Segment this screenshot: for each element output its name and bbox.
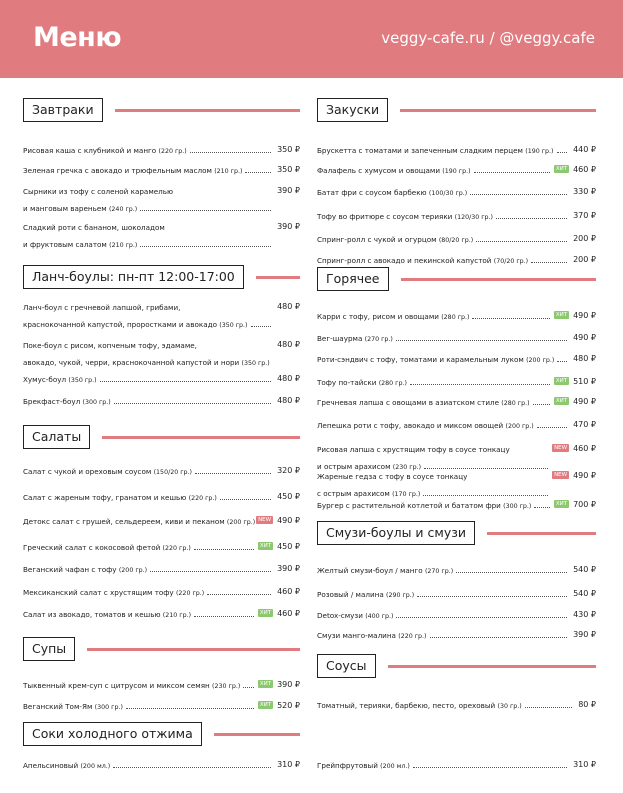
item-price: 440 ₽ (573, 145, 596, 154)
item-weight: (270 гр.) (424, 568, 454, 575)
item-name-line2: и манговым вареньем (240 гр.) (23, 204, 138, 213)
item-price: 460 ₽ (277, 587, 300, 596)
dot-leader (470, 194, 567, 195)
section-divider (102, 436, 300, 439)
item-weight: (210 гр.) (109, 242, 138, 249)
item-weight: (300 гр.) (503, 503, 532, 510)
item-weight: (230 гр.) (392, 464, 422, 471)
dot-leader (245, 172, 271, 173)
item-price: 320 ₽ (277, 466, 300, 475)
item-price: 430 ₽ (573, 610, 596, 619)
item-price: 310 ₽ (277, 760, 300, 769)
dot-leader (430, 637, 568, 638)
item-price: 480 ₽ (277, 340, 300, 349)
item-price: 350 ₽ (277, 145, 300, 154)
item-price: 480 ₽ (573, 354, 596, 363)
new-badge: NEW (554, 445, 568, 451)
hit-badge: ХИТ (555, 378, 568, 384)
item-name: Веганский чафан с тофу (200 гр.) (23, 565, 148, 574)
item-price: 200 ₽ (573, 234, 596, 243)
item-weight: (80/20 гр.) (438, 237, 474, 244)
section-divider (400, 109, 596, 112)
dot-leader (251, 326, 272, 327)
item-weight: (200 гр.) (526, 357, 555, 364)
hit-badge: ХИТ (259, 702, 272, 708)
hit-badge: ХИТ (555, 501, 568, 507)
item-weight: (70/20 гр.) (493, 258, 529, 265)
dot-leader (557, 361, 567, 362)
item-price: 510 ₽ (573, 377, 596, 386)
dot-leader (114, 403, 271, 404)
item-price: 490 ₽ (573, 333, 596, 342)
dot-leader (474, 172, 550, 173)
item-price: 460 ₽ (573, 444, 596, 453)
item-price: 480 ₽ (277, 374, 300, 383)
new-badge: NEW (554, 472, 568, 478)
dot-leader (113, 767, 271, 768)
section-divider (214, 733, 300, 736)
item-price: 490 ₽ (573, 471, 596, 480)
item-weight: (220 гр.) (175, 590, 205, 597)
dot-leader (557, 152, 568, 153)
menu-title: Меню (33, 22, 122, 53)
section-title: Смузи-боулы и смузи (317, 521, 475, 545)
item-price: 460 ₽ (573, 165, 596, 174)
dot-leader (194, 549, 254, 550)
item-price: 80 ₽ (578, 700, 596, 709)
item-name: Жареные гедза с тофу в соусе тонкацу (317, 472, 468, 481)
item-price: 540 ₽ (573, 565, 596, 574)
section-title: Соусы (317, 654, 376, 678)
item-weight: (210 гр.) (214, 168, 243, 175)
dot-leader (100, 381, 271, 382)
item-name: Зеленая гречка с авокадо и трюфельным маслом (210 гр.) (23, 166, 243, 175)
item-name: Detox-смузи (400 гр.) (317, 611, 394, 620)
item-name: Апельсиновый (200 мл.) (23, 761, 111, 770)
dot-leader (533, 404, 550, 405)
item-name: Брекфаст-боул (300 гр.) (23, 397, 111, 406)
item-weight: (270 гр.) (364, 336, 393, 343)
site-link[interactable]: veggy-cafe.ru / @veggy.cafe (381, 29, 595, 47)
item-name: Тофу по-тайски (280 гр.) (317, 378, 407, 387)
item-weight: (190 гр.) (525, 148, 554, 155)
item-price: 390 ₽ (573, 630, 596, 639)
item-weight: (200 гр.) (226, 519, 256, 526)
section-title: Завтраки (23, 98, 103, 122)
item-name: Вег-шаурма (270 гр.) (317, 334, 393, 343)
section-title: Салаты (23, 425, 90, 449)
dot-leader (396, 340, 567, 341)
section-divider (256, 276, 300, 279)
dot-leader (537, 427, 567, 428)
item-price: 390 ₽ (277, 564, 300, 573)
item-weight: (170 гр.) (392, 491, 421, 498)
item-price: 390 ₽ (277, 222, 300, 231)
item-name: Салат с чукой и ореховым соусом (150/20 гр.) (23, 467, 192, 476)
item-name: Тофу во фритюре с соусом терияки (120/30 гр.) (317, 212, 494, 221)
item-price: 480 ₽ (277, 396, 300, 405)
dot-leader (140, 246, 271, 247)
item-name-line2: и фруктовым салатом (210 гр.) (23, 240, 138, 249)
section-title: Горячее (317, 267, 389, 291)
item-name-line2: с острым арахисом (170 гр.) (317, 489, 421, 498)
item-name: Сырники из тофу с соленой карамелью (23, 187, 174, 196)
item-name: Веганский Том-Ям (300 гр.) (23, 702, 123, 711)
item-weight: (220 гр.) (398, 633, 427, 640)
item-price: 390 ₽ (277, 186, 300, 195)
item-price: 540 ₽ (573, 589, 596, 598)
item-price: 350 ₽ (277, 165, 300, 174)
dot-leader (525, 707, 572, 708)
item-price: 460 ₽ (277, 609, 300, 618)
item-weight: (100/30 гр.) (428, 190, 468, 197)
item-name: Спринг-ролл с авокадо и пекинской капустой (70/20 гр.) (317, 256, 529, 265)
dot-leader (126, 708, 254, 709)
item-name: Салат с жареным тофу, гранатом и кешью (220 гр.) (23, 493, 217, 502)
hit-badge: ХИТ (259, 681, 272, 687)
item-price: 490 ₽ (573, 397, 596, 406)
item-name: Тыквенный крем-суп с цитрусом и миксом семян (230 гр.) (23, 681, 241, 690)
item-price: 490 ₽ (277, 516, 300, 525)
item-weight: (240 гр.) (108, 206, 138, 213)
item-weight: (280 гр.) (441, 314, 470, 321)
item-name: Салат из авокадо, томатов и кешью (210 гр.) (23, 610, 192, 619)
item-name: Спринг-ролл с чукой и огурцом (80/20 гр.) (317, 235, 474, 244)
item-name: Рисовая лапша с хрустящим тофу в соусе тонкацу (317, 445, 510, 454)
item-price: 310 ₽ (573, 760, 596, 769)
item-name: Смузи манго-малина (220 гр.) (317, 631, 427, 640)
item-weight: (220 гр.) (188, 495, 217, 502)
new-badge: NEW (258, 517, 272, 523)
header-banner (0, 0, 623, 78)
item-weight: (200 мл.) (380, 763, 410, 770)
item-name-line2: и острым арахисом (230 гр.) (317, 462, 422, 471)
item-weight: (350 гр.) (219, 322, 248, 329)
item-weight: (220 гр.) (162, 545, 191, 552)
item-price: 450 ₽ (277, 542, 300, 551)
item-price: 490 ₽ (573, 311, 596, 320)
item-weight: (280 гр.) (378, 380, 407, 387)
item-name: Рисовая каша с клубникой и манго (220 гр.) (23, 146, 187, 155)
item-weight: (120/30 гр.) (454, 214, 494, 221)
item-price: 470 ₽ (573, 420, 596, 429)
dot-leader (417, 596, 567, 597)
item-name: Бургер с растительной котлетой и бататом фри (300 гр.) (317, 501, 532, 510)
item-weight: (190 гр.) (442, 168, 471, 175)
item-name: Хумус-боул (350 гр.) (23, 375, 97, 384)
item-price: 330 ₽ (573, 187, 596, 196)
item-name: Томатный, терияки, барбекю, песто, ореховый (30 гр.) (317, 701, 522, 710)
item-weight: (200 мл.) (80, 763, 111, 770)
item-weight: (350 гр.) (241, 360, 270, 367)
dot-leader (190, 152, 271, 153)
item-weight: (400 гр.) (365, 613, 394, 620)
item-name: Грейпфрутовый (200 мл.) (317, 761, 410, 770)
item-price: 370 ₽ (573, 211, 596, 220)
dot-leader (534, 507, 549, 508)
item-weight: (200 гр.) (505, 423, 534, 430)
dot-leader (423, 495, 548, 496)
dot-leader (410, 384, 550, 385)
item-name: Мексиканский салат с хрустящим тофу (220 гр.) (23, 588, 205, 597)
hit-badge: ХИТ (259, 610, 272, 616)
item-name: Брускетта с томатами и запеченным сладким перцем (190 гр.) (317, 146, 554, 155)
item-price: 520 ₽ (277, 701, 300, 710)
dot-leader (195, 473, 271, 474)
dot-leader (456, 572, 567, 573)
item-price: 200 ₽ (573, 255, 596, 264)
item-price: 700 ₽ (573, 500, 596, 509)
item-name-line2: авокадо, чукой, черри, краснокочанной капустой и нори (350 гр.) (23, 358, 270, 367)
dot-leader (207, 594, 271, 595)
item-name: Лепешка роти с тофу, авокадо и миксом овощей (200 гр.) (317, 421, 534, 430)
section-divider (401, 278, 597, 281)
item-weight: (200 гр.) (118, 567, 148, 574)
section-divider (115, 109, 300, 112)
section-title: Закуски (317, 98, 388, 122)
hit-badge: ХИТ (555, 398, 568, 404)
item-weight: (30 гр.) (497, 703, 522, 710)
item-name: Поке-боул с рисом, копченым тофу, эдамаме, (23, 341, 197, 350)
item-name: Фалафель с хумусом и овощами (190 гр.) (317, 166, 471, 175)
item-name: Розовый / малина (290 гр.) (317, 590, 415, 599)
item-price: 480 ₽ (277, 302, 300, 311)
dot-leader (424, 468, 548, 469)
section-title: Супы (23, 637, 75, 661)
item-weight: (230 гр.) (212, 683, 241, 690)
section-divider (487, 532, 596, 535)
hit-badge: ХИТ (555, 312, 568, 318)
section-title: Соки холодного отжима (23, 722, 202, 746)
item-name: Детокс салат с грушей, сельдереем, киви и пеканом (200 гр.) (23, 517, 256, 526)
item-name-line2: краснокочанной капустой, проростками и авокадо (350 гр.) (23, 320, 248, 329)
item-weight: (290 гр.) (386, 592, 415, 599)
item-name: Батат фри с соусом барбекю (100/30 гр.) (317, 188, 468, 197)
dot-leader (496, 218, 567, 219)
dot-leader (140, 210, 271, 211)
item-name: Роти-сэндвич с тофу, томатами и карамельным луком (200 гр.) (317, 355, 555, 364)
item-price: 450 ₽ (277, 492, 300, 501)
item-weight: (150/20 гр.) (153, 469, 192, 476)
section-title: Ланч-боулы: пн-пт 12:00-17:00 (23, 265, 244, 289)
item-name: Ланч-боул с гречневой лапшой, грибами, (23, 303, 181, 312)
dot-leader (531, 262, 567, 263)
dot-leader (396, 617, 567, 618)
item-weight: (300 гр.) (94, 704, 123, 711)
dot-leader (220, 499, 271, 500)
dot-leader (472, 318, 549, 319)
item-price: 390 ₽ (277, 680, 300, 689)
dot-leader (150, 571, 271, 572)
dot-leader (413, 767, 567, 768)
item-weight: (280 гр.) (501, 400, 530, 407)
dot-leader (243, 687, 254, 688)
hit-badge: ХИТ (259, 543, 272, 549)
item-name: Гречневая лапша с овощами в азиатском стиле (280 гр.) (317, 398, 530, 407)
section-divider (87, 648, 300, 651)
item-weight: (300 гр.) (82, 399, 111, 406)
item-name: Карри с тофу, рисом и овощами (280 гр.) (317, 312, 470, 321)
item-name: Греческий салат с кокосовой фетой (220 гр.) (23, 543, 191, 552)
item-weight: (350 гр.) (68, 377, 97, 384)
item-name: Желтый смузи-боул / манго (270 гр.) (317, 566, 454, 575)
item-weight: (210 гр.) (162, 612, 192, 619)
item-name: Сладкий роти с бананом, шоколадом (23, 223, 165, 232)
section-divider (388, 665, 596, 668)
item-weight: (220 гр.) (158, 148, 187, 155)
dot-leader (476, 241, 567, 242)
hit-badge: ХИТ (555, 166, 568, 172)
dot-leader (194, 616, 254, 617)
